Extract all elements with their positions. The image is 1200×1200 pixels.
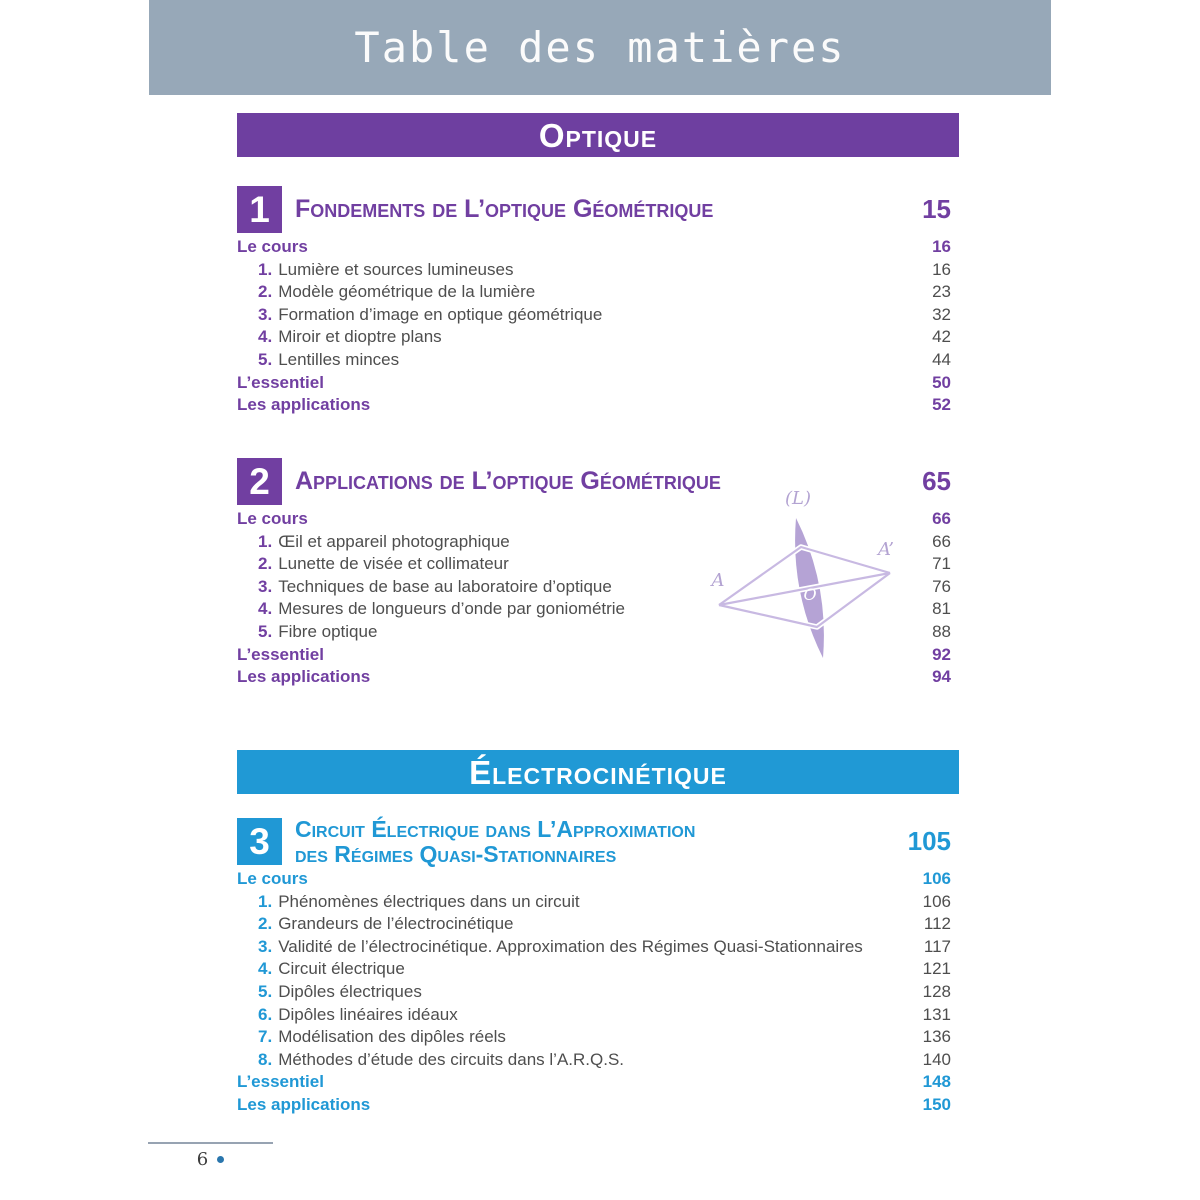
item-page: 128 (922, 981, 951, 1001)
footer (148, 1149, 273, 1170)
item-title: Miroir et dioptre plans (278, 327, 442, 347)
image-point-label: A’ (877, 539, 895, 560)
footer-rule (148, 1142, 273, 1144)
item-title: Modélisation des dipôles réels (278, 1027, 506, 1047)
item-number: 4. (258, 959, 273, 979)
item-page: 117 (923, 936, 951, 956)
item-title: Formation d’image en optique géométrique (278, 304, 603, 324)
item-number: 1. (258, 531, 273, 551)
row-label: Le cours (237, 509, 308, 528)
lens-label: (L) (785, 488, 811, 509)
item-number: 4. (258, 327, 273, 347)
toc-item (237, 281, 959, 304)
item-page: 81 (932, 599, 951, 619)
item-page: 66 (932, 531, 951, 551)
item-title: Lumière et sources lumineuses (278, 259, 514, 279)
chapter-page-number: 15 (922, 194, 951, 224)
row-label: Le cours (237, 869, 308, 888)
row-page: 150 (922, 1094, 951, 1114)
item-number: 6. (258, 1004, 273, 1024)
item-number: 5. (258, 621, 273, 641)
row-page: 106 (922, 869, 951, 888)
toc-row-le-cours (237, 868, 959, 891)
toc-item (237, 936, 959, 959)
item-number: 2. (258, 554, 273, 574)
toc-item (237, 304, 959, 327)
chapter-number-badge: 3 (237, 818, 282, 865)
item-title: Validité de l’électrocinétique. Approximation des Régimes Quasi-Stationnaires (278, 936, 863, 956)
item-page: 136 (922, 1027, 951, 1047)
item-page: 131 (922, 1004, 951, 1024)
item-number: 3. (258, 936, 273, 956)
item-title: Mesures de longueurs d’onde par goniométrie (278, 599, 626, 619)
item-page: 32 (932, 304, 951, 324)
row-page: 66 (932, 509, 951, 528)
toc-item (237, 1004, 959, 1027)
item-title: Phénomènes électriques dans un circuit (278, 891, 580, 911)
toc-item (237, 326, 959, 349)
item-page: 16 (932, 259, 951, 279)
row-page: 92 (932, 644, 951, 664)
item-page: 106 (922, 891, 951, 911)
toc-row-essentiel (237, 372, 959, 395)
item-title: Lunette de visée et collimateur (278, 554, 509, 574)
item-title: Dipôles linéaires idéaux (278, 1004, 458, 1024)
item-number: 3. (258, 304, 273, 324)
section-banner-label: Optique (538, 116, 658, 154)
item-number: 2. (258, 914, 273, 934)
item-title: Fibre optique (278, 621, 378, 641)
toc-item (237, 349, 959, 372)
item-number: 2. (258, 282, 273, 302)
row-label: Les applications (237, 667, 371, 687)
row-label: Les applications (237, 1094, 371, 1114)
toc-item (237, 1026, 959, 1049)
optical-center-label: O (803, 585, 817, 604)
item-number: 4. (258, 599, 273, 619)
row-label: Les applications (237, 395, 371, 415)
chapter-title-line1: Circuit Électrique dans L’Approximation (295, 816, 696, 843)
row-label: Le cours (237, 237, 308, 256)
chapter-3 (237, 818, 959, 1117)
item-page: 76 (932, 576, 951, 596)
chapter-1-heading (237, 186, 959, 233)
page-title: Table des matières (354, 23, 846, 72)
toc-item (237, 891, 959, 914)
item-title: Œil et appareil photographique (278, 531, 510, 551)
object-point-label: A (711, 570, 725, 591)
chapter-title-line2: des Régimes Quasi-Stationnaires (295, 840, 617, 867)
item-page: 88 (932, 621, 951, 641)
toc-row-le-cours (237, 236, 959, 259)
row-label: L’essentiel (237, 644, 324, 664)
item-page: 44 (932, 349, 951, 369)
row-page: 52 (932, 395, 951, 415)
item-title: Méthodes d’étude des circuits dans l’A.R.Q.S. (278, 1049, 625, 1069)
chapter-number-badge: 2 (237, 458, 282, 505)
item-title: Modèle géométrique de la lumière (278, 282, 536, 302)
row-page: 50 (932, 372, 951, 392)
item-page: 42 (932, 327, 951, 347)
footer-page-number: 6 (196, 1149, 209, 1170)
item-title: Circuit électrique (278, 959, 405, 979)
row-page: 148 (922, 1072, 951, 1092)
chapter-title (282, 818, 861, 865)
toc-row-essentiel (237, 1071, 959, 1094)
toc-item (237, 1049, 959, 1072)
item-number: 1. (258, 259, 273, 279)
item-page: 23 (932, 282, 951, 302)
section-banner-optique (237, 113, 959, 157)
item-title: Techniques de base au laboratoire d’optique (278, 576, 612, 596)
toc-item (237, 259, 959, 282)
item-page: 71 (932, 554, 951, 574)
toc-item (237, 913, 959, 936)
lens-diagram (688, 470, 920, 682)
row-page: 16 (932, 237, 951, 256)
chapter-number-badge: 1 (237, 186, 282, 233)
row-page: 94 (932, 667, 951, 687)
section-banner-label: Électrocinétique (469, 753, 727, 791)
toc-item (237, 981, 959, 1004)
toc-item (237, 958, 959, 981)
item-number: 7. (258, 1027, 273, 1047)
chapter-1 (237, 186, 959, 417)
chapter-title: Fondements de L’optique Géométrique (295, 195, 714, 224)
item-title: Grandeurs de l’électrocinétique (278, 914, 514, 934)
section-banner-electrocinetique (237, 750, 959, 794)
item-page: 112 (923, 914, 951, 934)
footer-dot (217, 1156, 224, 1163)
item-number: 8. (258, 1049, 273, 1069)
chapter-title: Applications de L’optique Géométrique (295, 467, 721, 496)
row-label: L’essentiel (237, 372, 324, 392)
toc-row-applications (237, 1094, 959, 1117)
item-page: 140 (922, 1049, 951, 1069)
item-number: 5. (258, 349, 273, 369)
item-title: Lentilles minces (278, 349, 400, 369)
item-number: 1. (258, 891, 273, 911)
item-page: 121 (922, 959, 951, 979)
chapter-page-number: 65 (922, 466, 951, 496)
item-number: 5. (258, 981, 273, 1001)
row-label: L’essentiel (237, 1072, 324, 1092)
toc-row-applications (237, 394, 959, 417)
chapter-3-heading (237, 818, 959, 865)
chapter-page-number: 105 (907, 826, 951, 856)
item-number: 3. (258, 576, 273, 596)
page-header-band (149, 0, 1051, 95)
item-title: Dipôles électriques (278, 981, 422, 1001)
